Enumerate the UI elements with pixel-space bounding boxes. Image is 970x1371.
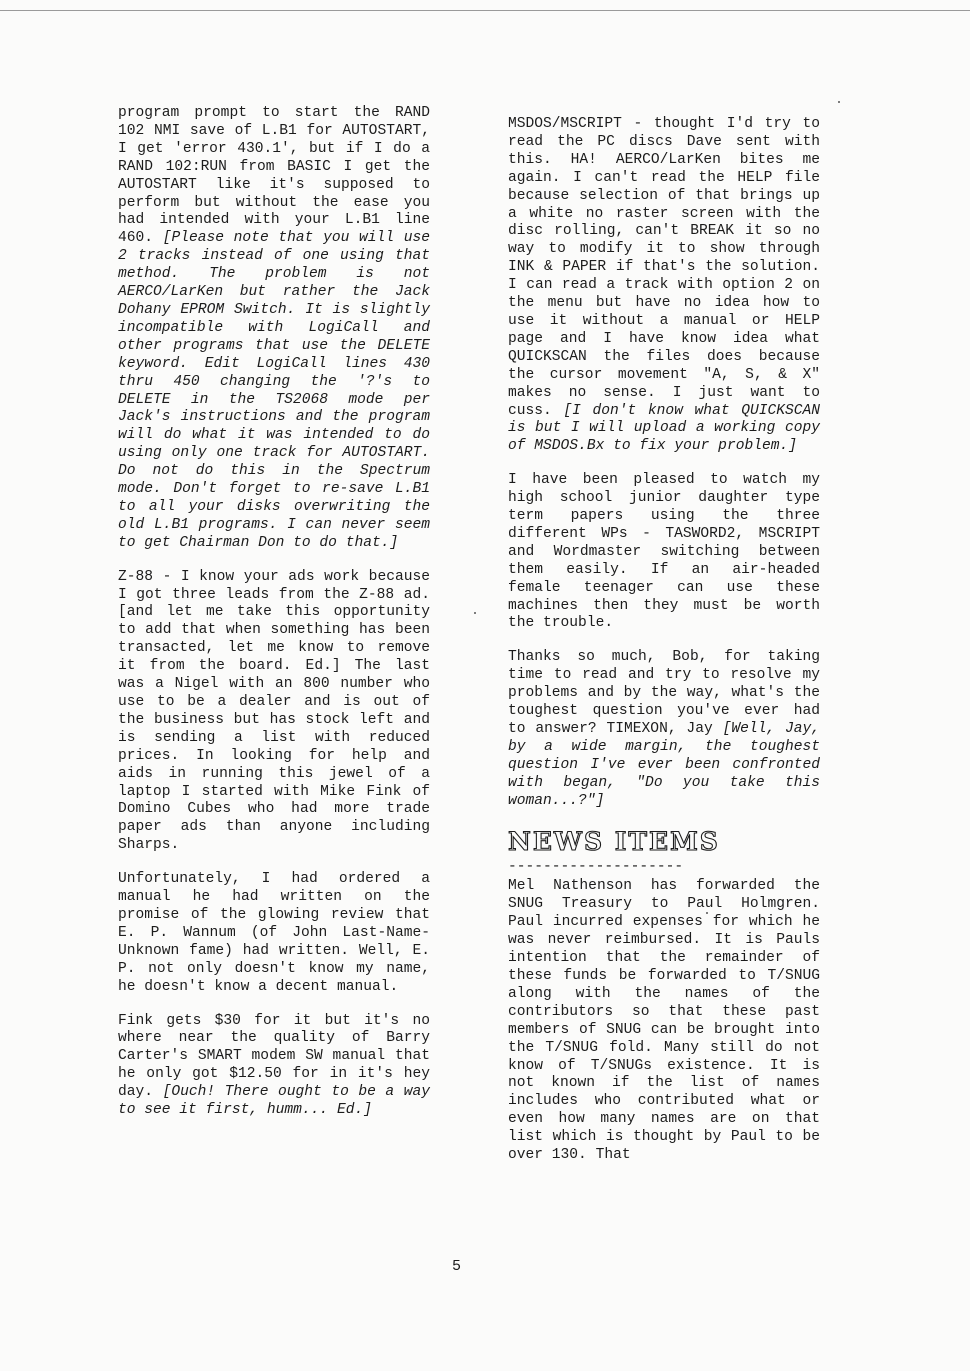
paragraph-text: MSDOS/MSCRIPT - thought I'd try to read the PC discs Dave sent with this. HA! AERCO/LarKen bites me again. I can't read the HELP file because selection of that brings up a white no raster screen with the disc rolling, can't BREAK it so no way to modify it to show through INK & PAPER if that's the solution. I can read a track with option 2 on the menu but have no idea how to use it without a manual or HELP page and I have know idea what QUICKSCAN the files does because the cursor movement "A, S, & X" makes no sense. I just want to cuss.: [508, 116, 820, 419]
editor-note: [I don't know what QUICKSCAN is but I will upload a working copy of MSDOS.Bx to fix your problem.]: [508, 402, 821, 455]
paragraph-msdos: [508, 116, 820, 456]
paragraph-autostart: [118, 105, 430, 553]
left-column: [118, 105, 430, 1136]
paragraph-fink: [118, 1013, 430, 1120]
paragraph-manual: Unfortunately, I had ordered a manual he had written on the promise of the glowing review that E. P. Wannum (of John Last-Name-Unknown fame) had written. Well, E. P. not only doesn't know my name, he doesn't know a decent manual.: [118, 871, 430, 995]
paragraph-thanks: [508, 649, 820, 810]
paragraph-text: Fink gets $30 for it but it's no where near the quality of Barry Carter's SMART modem SW manual that he only got $12.50 for in it's hey day.: [118, 1012, 430, 1101]
top-rule: [0, 10, 970, 11]
paragraph-news: Mel Nathenson has forwarded the SNUG Treasury to Paul Holmgren. Paul incurred expenses for which he was never reimbursed. It is Pauls intention that the remainder of these funds be forwarded to T/SNUG along with the names of the contributors so that these past members of SNUG can be brought into the T/SNUG fold. Many still do not know of T/SNUGs existence. It is not known if the list of names includes who contributed what or even how many names are on that list which is thought by Paul to be over 130. That: [508, 878, 820, 1164]
editor-note: [Well, Jay, by a wide margin, the toughest question I've ever been confronted with began, "Do you take this woman...?"]: [508, 721, 820, 809]
right-column: [508, 116, 820, 1181]
paragraph-text: Thanks so much, Bob, for taking time to read and try to resolve my problems and by the way, what's the toughest question you've ever had to answer? TIMEXON, Jay: [508, 649, 820, 737]
paragraph-z88: Z-88 - I know your ads work because I got three leads from the Z-88 ad. [and let me take this opportunity to add that when something has been transacted, let me know to remove it from the board. Ed.] The last was a Nigel with an 800 number who use to be a dealer and is out of the business but has stock left and is sending a list with reduced prices. In looking for help and aids in running this jewel of a laptop I started with Mike Fink of Domino Cubes who had more trade paper ads than anyone including Sharps.: [118, 568, 430, 854]
news-items-heading: NEWS ITEMS: [508, 826, 720, 856]
page-number: 5: [452, 1258, 462, 1275]
editor-note: [Please note that you will use 2 tracks instead of one using that method. The problem is not AERCO/LarKen but rather the Jack Dohany EPROM Switch. It is slightly incompatible with LogiCall and other programs that use the DELETE keyword. Edit LogiCall lines 430 thru 450 changing the '?'s to DELETE in the TS2068 mode per Jack's instructions and the program will do what it was intended to do using only one track for AUTOSTART. Do not do this in the Spectrum mode. Don't forget to re-save L.B1 to all your disks overwriting the old L.B1 programs. I can never seem to get Chairman Don to do that.]: [118, 230, 430, 551]
scan-speck: [706, 912, 708, 914]
scan-speck: [474, 612, 476, 614]
paragraph-text: program prompt to start the RAND 102 NMI save of L.B1 for AUTOSTART, I get 'error 430.1', but if I do a RAND 102:RUN from BASIC I get the AUTOSTART like it's supposed to perform but without the ease you had intended with your L.B1 line 460.: [118, 105, 430, 247]
heading-underline: --------------------: [508, 858, 684, 875]
paragraph-daughter: I have been pleased to watch my high school junior daughter type term papers using the three different WPs - TASWORD2, MSCRIPT and Wordmaster switching between them easily. If an air-headed female teenager can use these machines then they must be worth the trouble.: [508, 472, 820, 632]
editor-note: [Ouch! There ought to be a way to see it first, humm... Ed.]: [118, 1084, 430, 1119]
scan-speck: [838, 101, 840, 103]
